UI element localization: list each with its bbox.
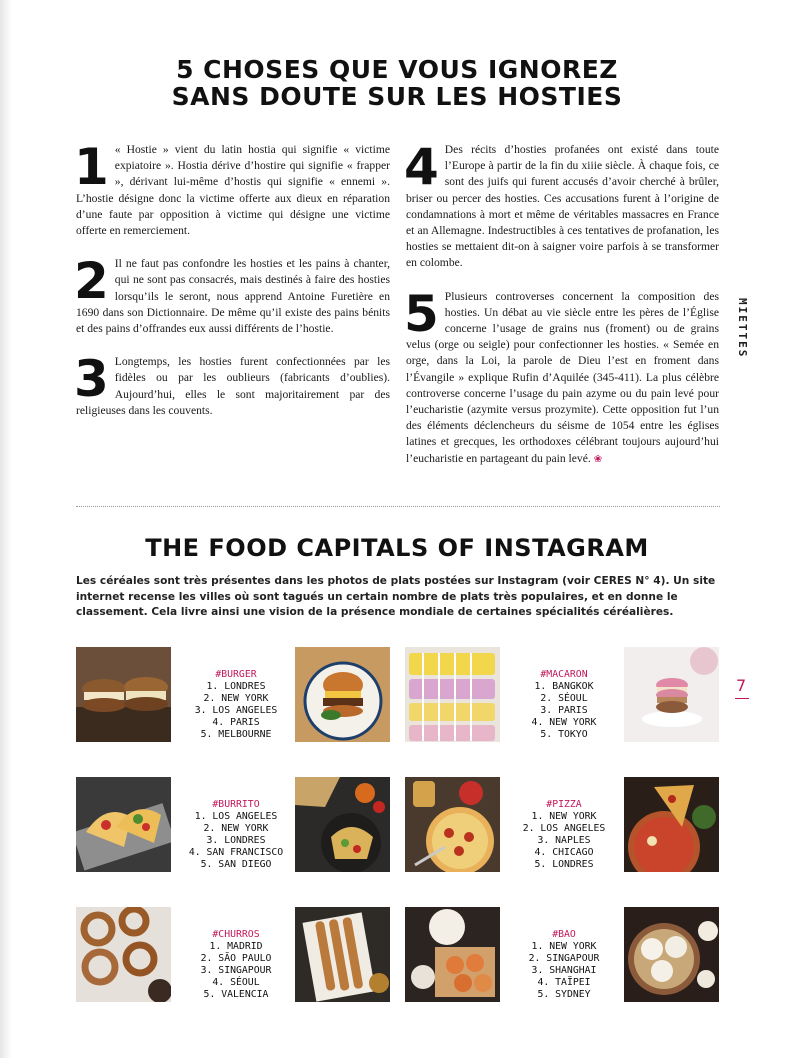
page-number: 7 xyxy=(736,676,747,695)
pizza-slice-photo xyxy=(624,777,719,872)
city-rank: 1. BANGKOK xyxy=(534,681,594,692)
city-rank: 4. SÉOUL xyxy=(212,977,260,988)
section-side-label: MIETTES xyxy=(736,298,749,359)
ranking-churros xyxy=(181,929,291,1001)
fact-5 xyxy=(404,284,719,468)
city-rank: 4. SAN FRANCISCO xyxy=(188,847,284,858)
facts-column-left xyxy=(74,138,390,436)
fact-text: Il ne faut pas confondre les hosties et les pains à chanter, qui ne sont pas consacrés, mais destinés à faire des hosties lorsqu’ils le seront, nous apprend Antoine Furetière en 1690 dans son Dictionnaire. De même qu’il existe des pains bénits et des pains d’offrandes eux aussi différents de l’hostie. xyxy=(76,257,390,336)
city-rank: 3. PARIS xyxy=(540,705,588,716)
city-rank: 2. SINGAPOUR xyxy=(528,953,600,964)
ranking-bao xyxy=(509,929,619,1001)
ranking-burger xyxy=(181,669,291,741)
fact-4 xyxy=(404,138,719,272)
burrito-photo xyxy=(76,777,171,872)
hashtag-label: #BURGER xyxy=(215,669,257,680)
fact-text: « Hostie » vient du latin hostia qui signifie « victime expiatoire ». Hostia dérive d’hostire qui signifie « frapper », dérivant lui-même d’hostis qui signifie « ennemi ». L’hostie désigne donc la victime offerte aux dieux en réparation d’une faute par opposition à victime qui désigne une victime offerte en remerciement. xyxy=(76,143,390,238)
fact-3 xyxy=(74,350,390,419)
article-title xyxy=(0,56,794,110)
churros-paper-photo xyxy=(295,907,390,1002)
city-rank: 2. NEW YORK xyxy=(203,823,269,834)
ranking-burrito xyxy=(181,799,291,871)
fact-number: 4 xyxy=(404,138,439,196)
fact-1 xyxy=(74,138,390,239)
city-rank: 5. TOKYO xyxy=(540,729,588,740)
hashtag-label: #PIZZA xyxy=(546,799,582,810)
burger-plate-photo xyxy=(295,647,390,742)
city-rank: 4. NEW YORK xyxy=(531,717,597,728)
hashtag-label: #BAO xyxy=(552,929,576,940)
city-rank: 1. LOS ANGELES xyxy=(194,811,278,822)
section-title: THE FOOD CAPITALS OF INSTAGRAM xyxy=(145,534,649,562)
hashtag-label: #MACARON xyxy=(540,669,588,680)
city-rank: 5. LONDRES xyxy=(534,859,594,870)
macaron-stack-photo xyxy=(624,647,719,742)
city-rank: 3. LONDRES xyxy=(206,835,266,846)
facts-column-right xyxy=(404,138,719,485)
section-intro: Les céréales sont très présentes dans les photos de plats postées sur Instagram (voir CERES N° 4). Un site internet recense les villes où sont tagués un certain nombre de plats très populaires, et en donne le classement. Cela livre ainsi une vision de la présence mondiale de certaines spécialités céréalières. xyxy=(76,575,716,619)
pizza-photo xyxy=(405,777,500,872)
fact-text: Plusieurs controverses concernent la composition des hosties. Un débat au vie siècle entre les pères de l’Église concerne l’usage de grains nus (froment) ou de grains velus (orge ou seigle) pour confectionner les hosties. « Semée en orge, dans la Loi, la parole de Dieu l’est en froment dans l’Évangile » explique Rufin d’Aquilée (345-411). La plus célèbre controverse concerne l’usage du pain azyme ou du pain levé pour l’eucharistie (azymite versus prozymite). Cette opposition fut l’un des éléments déclencheurs du séisme de 1054 entre les églises latines et grecques, les orthodoxes célébrant toujours aujourd’hui l’eucharistie en partageant du pain levé. xyxy=(406,289,719,465)
city-rank: 1. NEW YORK xyxy=(531,811,597,822)
fact-2 xyxy=(74,252,390,337)
city-rank: 5. MELBOURNE xyxy=(200,729,272,740)
city-rank: 5. SYDNEY xyxy=(537,989,591,1000)
end-flower-icon: ❀ xyxy=(593,453,603,465)
ranking-pizza xyxy=(509,799,619,871)
ranking-macaron xyxy=(509,669,619,741)
city-rank: 3. NAPLES xyxy=(537,835,591,846)
city-rank: 3. LOS ANGELES xyxy=(194,705,278,716)
city-rank: 5. SAN DIEGO xyxy=(200,859,272,870)
fact-number: 2 xyxy=(74,252,109,311)
macaron-photo xyxy=(405,647,500,742)
food-row-3 xyxy=(76,907,720,1003)
food-row-2 xyxy=(76,777,720,873)
burrito-plate-photo xyxy=(295,777,390,872)
fact-number: 1 xyxy=(74,138,109,196)
city-rank: 2. SÃO PAULO xyxy=(200,953,272,964)
hashtag-label: #BURRITO xyxy=(212,799,260,810)
title-line-1: 5 CHOSES QUE VOUS IGNOREZ xyxy=(176,55,618,84)
fact-text: Des récits d’hosties profanées ont existé dans toute l’Europe à partir de la fin du xiiie siècle. À chaque fois, ce sont des juifs qui furent accusés d’avoir cherché à brûler, briser ou percer des hosties. Ces accusations furent à l’origine de condamnations à mort et même de véritables massacres en France et an Allemagne. Indestructibles à ces tentatives de profanation, les hosties se mettaient dit-on à saigner voire parfois à se transformer en colombe. xyxy=(406,143,719,270)
city-rank: 5. VALENCIA xyxy=(203,989,269,1000)
city-rank: 1. NEW YORK xyxy=(531,941,597,952)
bao-steamer-photo xyxy=(624,907,719,1002)
fact-number: 5 xyxy=(404,284,439,343)
city-rank: 4. PARIS xyxy=(212,717,260,728)
churros-photo xyxy=(76,907,171,1002)
hashtag-label: #CHURROS xyxy=(212,929,260,940)
city-rank: 3. SINGAPOUR xyxy=(200,965,272,976)
city-rank: 1. LONDRES xyxy=(206,681,266,692)
city-rank: 1. MADRID xyxy=(209,941,263,952)
city-rank: 3. SHANGHAI xyxy=(531,965,597,976)
title-line-2: SANS DOUTE SUR LES HOSTIES xyxy=(171,82,623,111)
page-edge-shadow xyxy=(0,0,12,1058)
bao-box-photo xyxy=(405,907,500,1002)
city-rank: 2. NEW YORK xyxy=(203,693,269,704)
page-number-underline xyxy=(735,698,749,699)
city-rank: 2. SÉOUL xyxy=(540,693,588,704)
fact-text: Longtemps, les hosties furent confectionnées par les fidèles ou par les oublieurs (fabricants d’oublies). Aujourd’hui, elles le sont majoritairement par des religieuses dans les couvents. xyxy=(76,355,390,417)
city-rank: 4. TAÏPEI xyxy=(537,977,591,988)
dotted-divider xyxy=(76,506,720,507)
city-rank: 2. LOS ANGELES xyxy=(522,823,606,834)
city-rank: 4. CHICAGO xyxy=(534,847,594,858)
fact-number: 3 xyxy=(74,350,109,409)
food-row-1 xyxy=(76,647,720,743)
burger-photo xyxy=(76,647,171,742)
